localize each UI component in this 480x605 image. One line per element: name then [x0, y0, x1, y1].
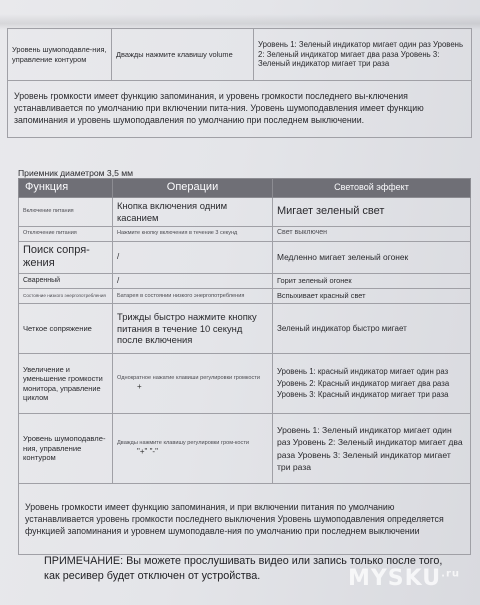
table-header-row: [19, 179, 471, 198]
table-row: [8, 81, 472, 138]
effect-cell: Уровень 1: Зеленый индикатор мигает один раз Уровень 2: Зеленый индикатор мигает два раза Уровень 3: Зеленый индикатор мигает три раза: [273, 414, 471, 484]
effect-cell: Уровень 1: Зеленый индикатор мигает один раз Уровень 2: Зеленый индикатор мигает два раза Уровень 3: Зеленый индикатор мигает три раза: [254, 29, 472, 81]
table-row: [19, 198, 471, 227]
memory-note: Уровень громкости имеет функцию запоминания, и уровень громкости последнего вы-ключения устанавливается по умолчанию при включении пита-ния. Уровень шумоподавления имеет функцию запоминания и уровень шумоподавления по умолчанию при последнем выключении.: [8, 81, 472, 138]
table-row: [19, 414, 471, 484]
header-operation: Операции: [113, 179, 273, 198]
watermark-logo: [348, 566, 460, 591]
operation-text: Дважды нажмите клавишу регулировки гром-кости: [117, 440, 250, 446]
table-row: [19, 226, 471, 241]
operation-cell: Батарея в состоянии низкого энергопотребления: [113, 289, 273, 304]
function-cell: Поиск сопря-жения: [19, 241, 113, 274]
effect-cell: Уровень 1: красный индикатор мигает один раз Уровень 2: Красный индикатор мигает два раза Уровень 3: Красный индикатор мигает три раза: [273, 354, 471, 414]
function-cell: Уровень шумоподавле-ния, управление контуром: [8, 29, 112, 81]
function-cell: Включение питания: [19, 198, 113, 227]
function-cell: Уровень шумоподавле-ния, управление контуром: [19, 414, 113, 484]
table-row: [19, 289, 471, 304]
function-cell: Четкое сопряжение: [19, 304, 113, 354]
watermark-text: MYSKU: [347, 566, 442, 591]
memory-note: Уровень громкости имеет функцию запоминания, и при включении питания по умолчанию устанавливается уровень громкости последнего выключения Уровень шумоподавления определяется функцией запоминания и уровнем шумоподавле-ния по умолчанию при последнем выключении: [19, 484, 471, 555]
header-effect: Световой эффект: [273, 179, 471, 198]
volume-symbols: "+" "-": [137, 446, 158, 456]
operation-cell: Дважды нажмите клавишу volume: [112, 29, 254, 81]
effect-cell: Вспыхивает красный свет: [273, 289, 471, 304]
operation-cell: Трижды быстро нажмите кнопку питания в течение 10 секунд после включения: [113, 304, 273, 354]
operation-cell: Нажмите кнопку включения в течение 3 секунд: [113, 226, 273, 241]
operation-cell: [113, 414, 273, 484]
main-table: [18, 178, 471, 555]
header-function: Функция: [19, 179, 113, 198]
table-row: [19, 274, 471, 289]
effect-cell: Зеленый индикатор быстро мигает: [273, 304, 471, 354]
plus-symbol: +: [137, 381, 142, 391]
table-row: [19, 304, 471, 354]
effect-cell: Медленно мигает зеленый огонек: [273, 241, 471, 274]
effect-cell: Мигает зеленый свет: [273, 198, 471, 227]
top-table: [7, 28, 472, 138]
effect-cell: Горит зеленый огонек: [273, 274, 471, 289]
footnote: ПРИМЕЧАНИЕ: Вы можете прослушивать видео или запись только после того, как ресивер будет отключен от устройства.: [44, 555, 443, 583]
section-caption: Приемник диаметром 3,5 мм: [18, 168, 134, 178]
function-cell: Сваренный: [19, 274, 113, 289]
operation-cell: [113, 354, 273, 414]
function-cell: Отключение питания: [19, 226, 113, 241]
function-cell: Состояние низкого энергопотребления: [19, 289, 113, 304]
effect-cell: Свет выключен: [273, 226, 471, 241]
table-row: [19, 354, 471, 414]
function-cell: Увеличение и уменьшение громкости монитора, управление циклом: [19, 354, 113, 414]
table-row: [8, 29, 472, 81]
table-row: [19, 241, 471, 274]
operation-text: Однократное нажатие клавиши регулировки громкости: [117, 375, 260, 381]
table-row: [19, 484, 471, 555]
operation-cell: /: [113, 241, 273, 274]
operation-cell: Кнопка включения одним касанием: [113, 198, 273, 227]
watermark-suffix: .ru: [441, 568, 460, 580]
operation-cell: /: [113, 274, 273, 289]
